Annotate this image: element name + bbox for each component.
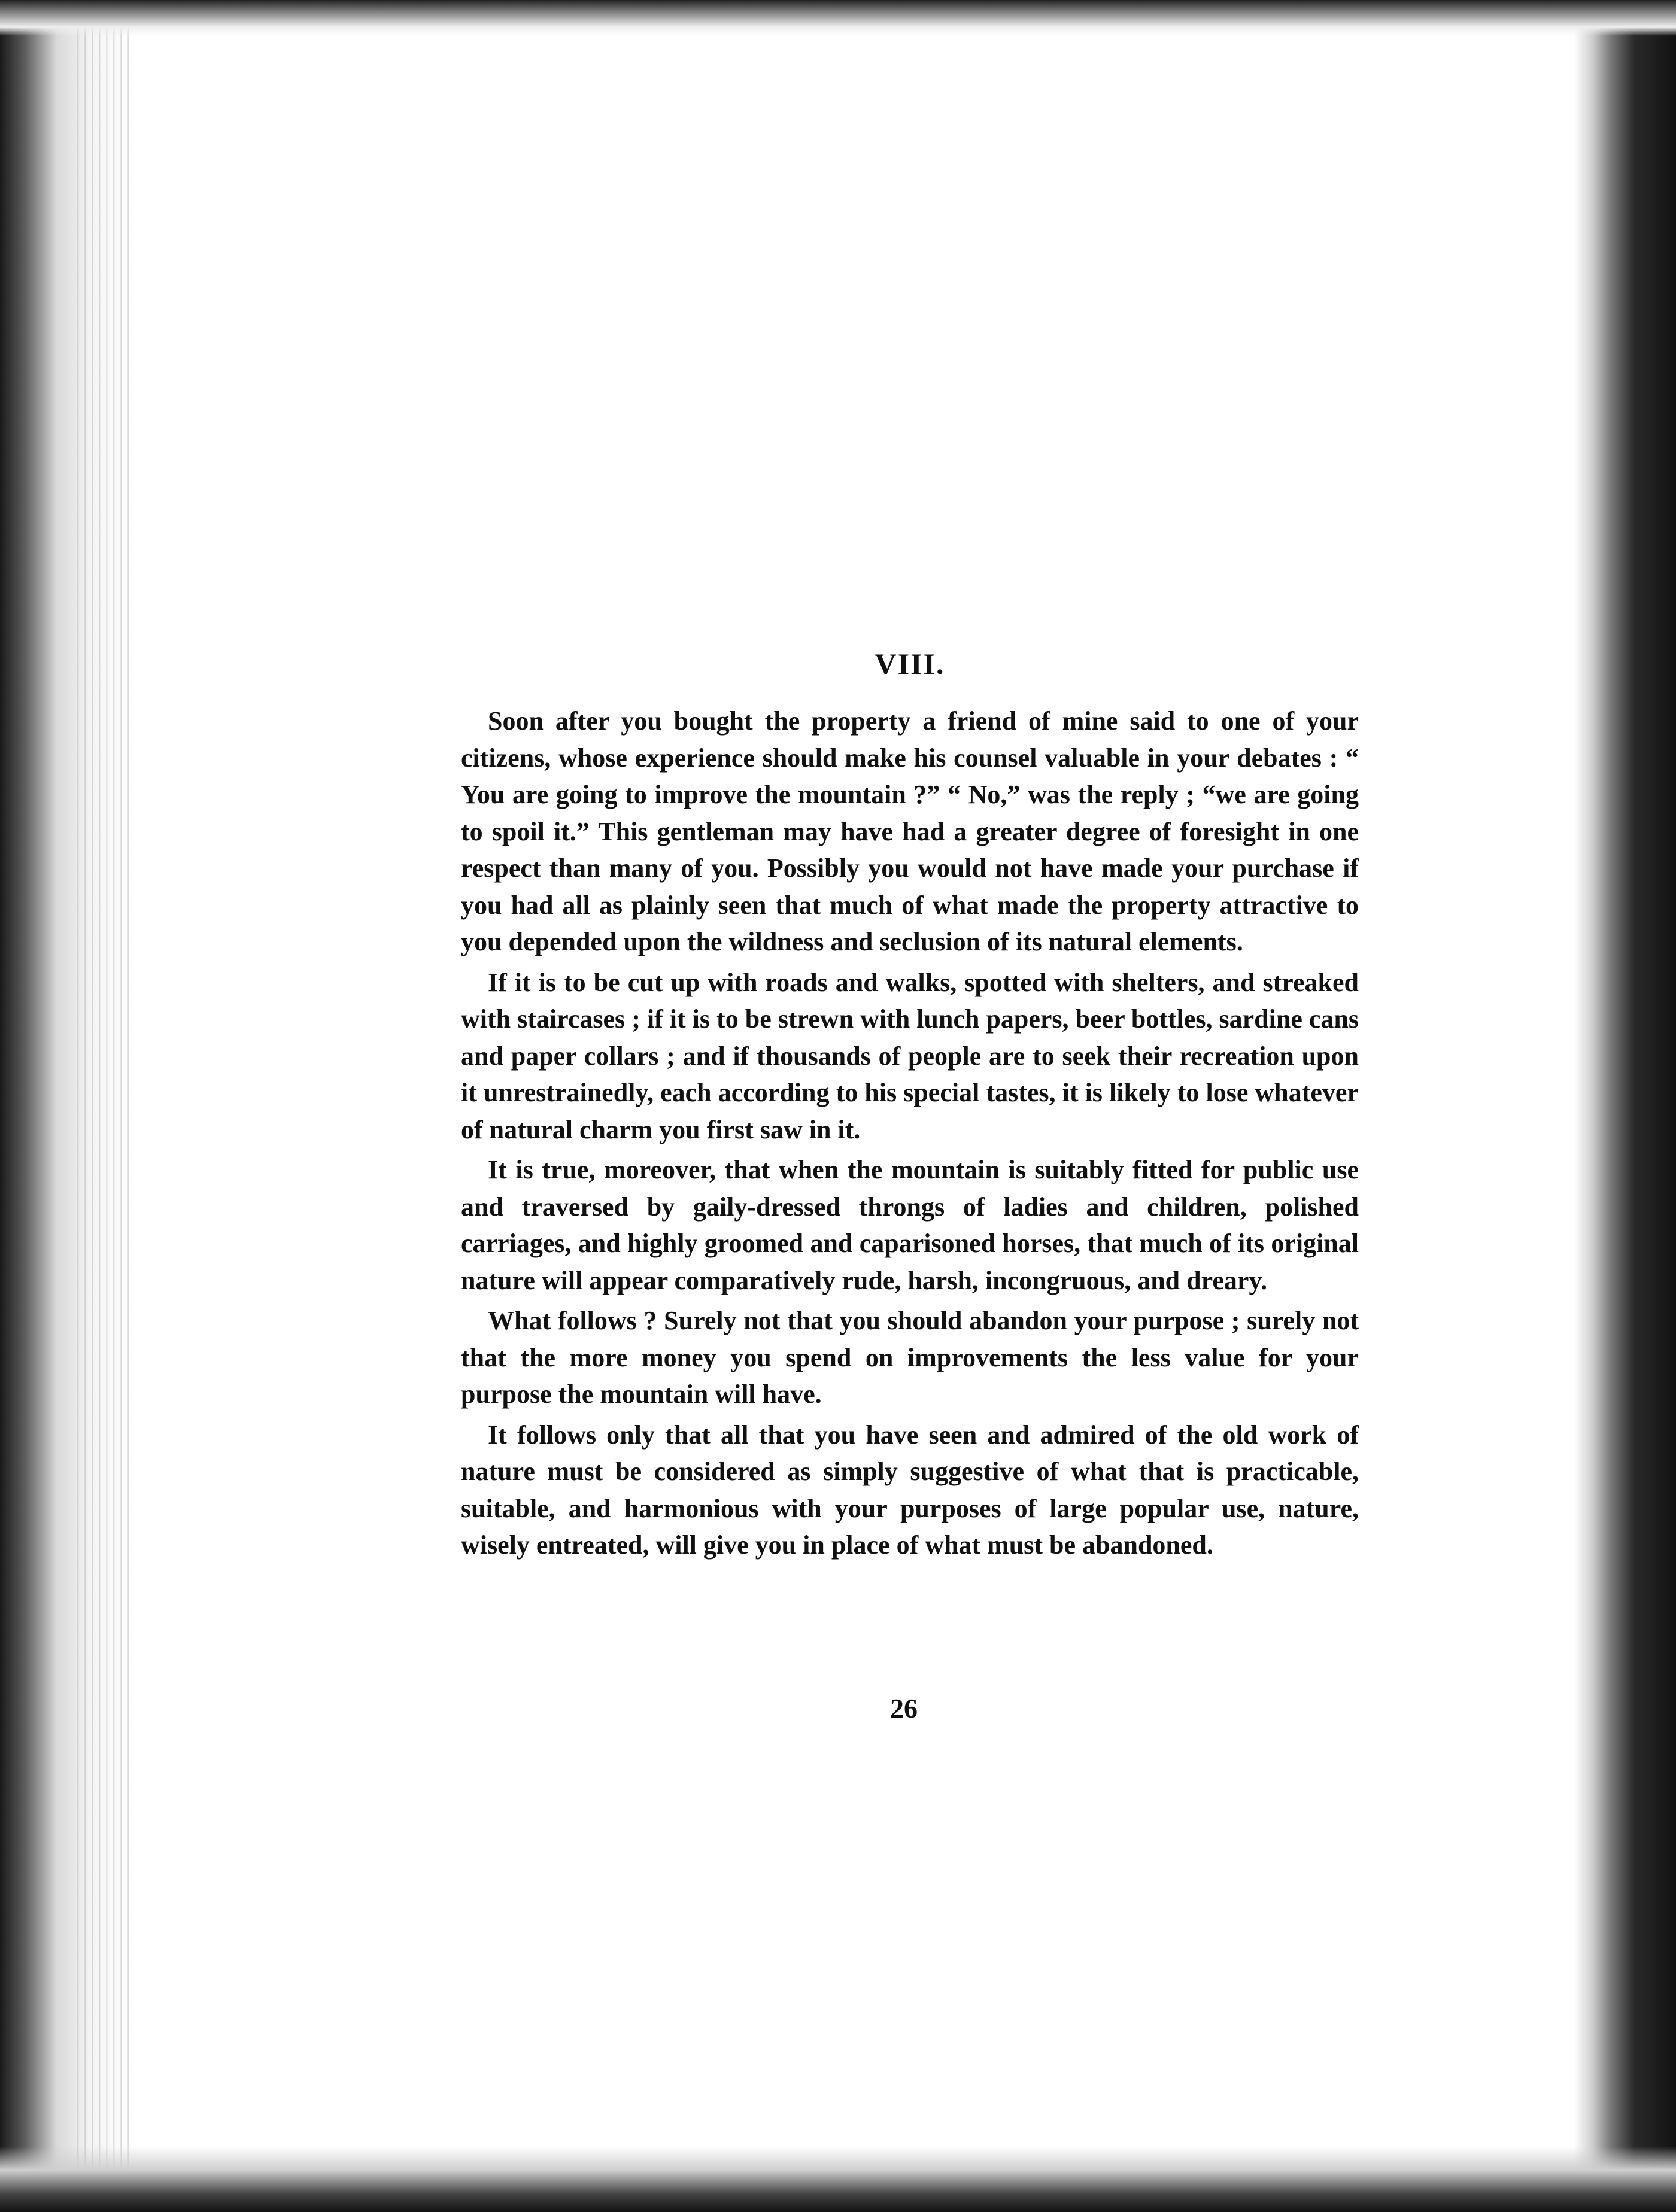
paragraph-2: If it is to be cut up with roads and walks, spotted with shelters, and streaked with staircases ; if it is to be strewn with lunch papers, beer bottles, sardine cans and paper collars ; and if thousands of people are to seek their recreation upon it unrestrainedly, each according to his special tastes, it is likely to lose whatever of natural charm you first saw in it. <box>461 967 1359 1144</box>
paragraph-5: It follows only that all that you have seen and admired of the old work of nature must be considered as simply suggestive of what that is practicable, suitable, and harmonious with your purposes of large popular use, nature, wisely entreated, will give you in place of what must be abandoned. <box>461 1420 1359 1560</box>
paragraph-4: What follows ? Surely not that you should abandon your purpose ; surely not that the more money you spend on improvements the less value for your purpose the mountain will have. <box>461 1306 1359 1409</box>
scan-top-edge <box>0 0 1676 36</box>
book-page-edges <box>72 0 132 2212</box>
scan-right-edge <box>1574 0 1676 2212</box>
paragraph-3: It is true, moreover, that when the mountain is suitably fitted for public use and traversed by gaily-dressed throngs of ladies and children, polished carriages, and highly groomed and caparisoned horses, that much of its original nature will appear comparatively rude, harsh, incongruous, and dreary. <box>461 1155 1359 1295</box>
page-number: 26 <box>890 1693 918 1724</box>
paragraph-1: Soon after you bought the property a friend of mine said to one of your citizens, whose experience should make his counsel valuable in your debates : “ You are going to improve the mountain ?” “ No,” was the reply ; “we are going to spoil it.” This gentleman may have had a greater degree of foresight in one respect than many of you. Possibly you would not have made your purchase if you had all as plainly seen that much of what made the property attractive to you depended upon the wildness and seclusion of its natural elements. <box>461 706 1359 956</box>
page-text-block <box>461 646 1359 1567</box>
section-heading: VIII. <box>875 647 945 680</box>
scan-bottom-edge <box>0 2146 1676 2212</box>
